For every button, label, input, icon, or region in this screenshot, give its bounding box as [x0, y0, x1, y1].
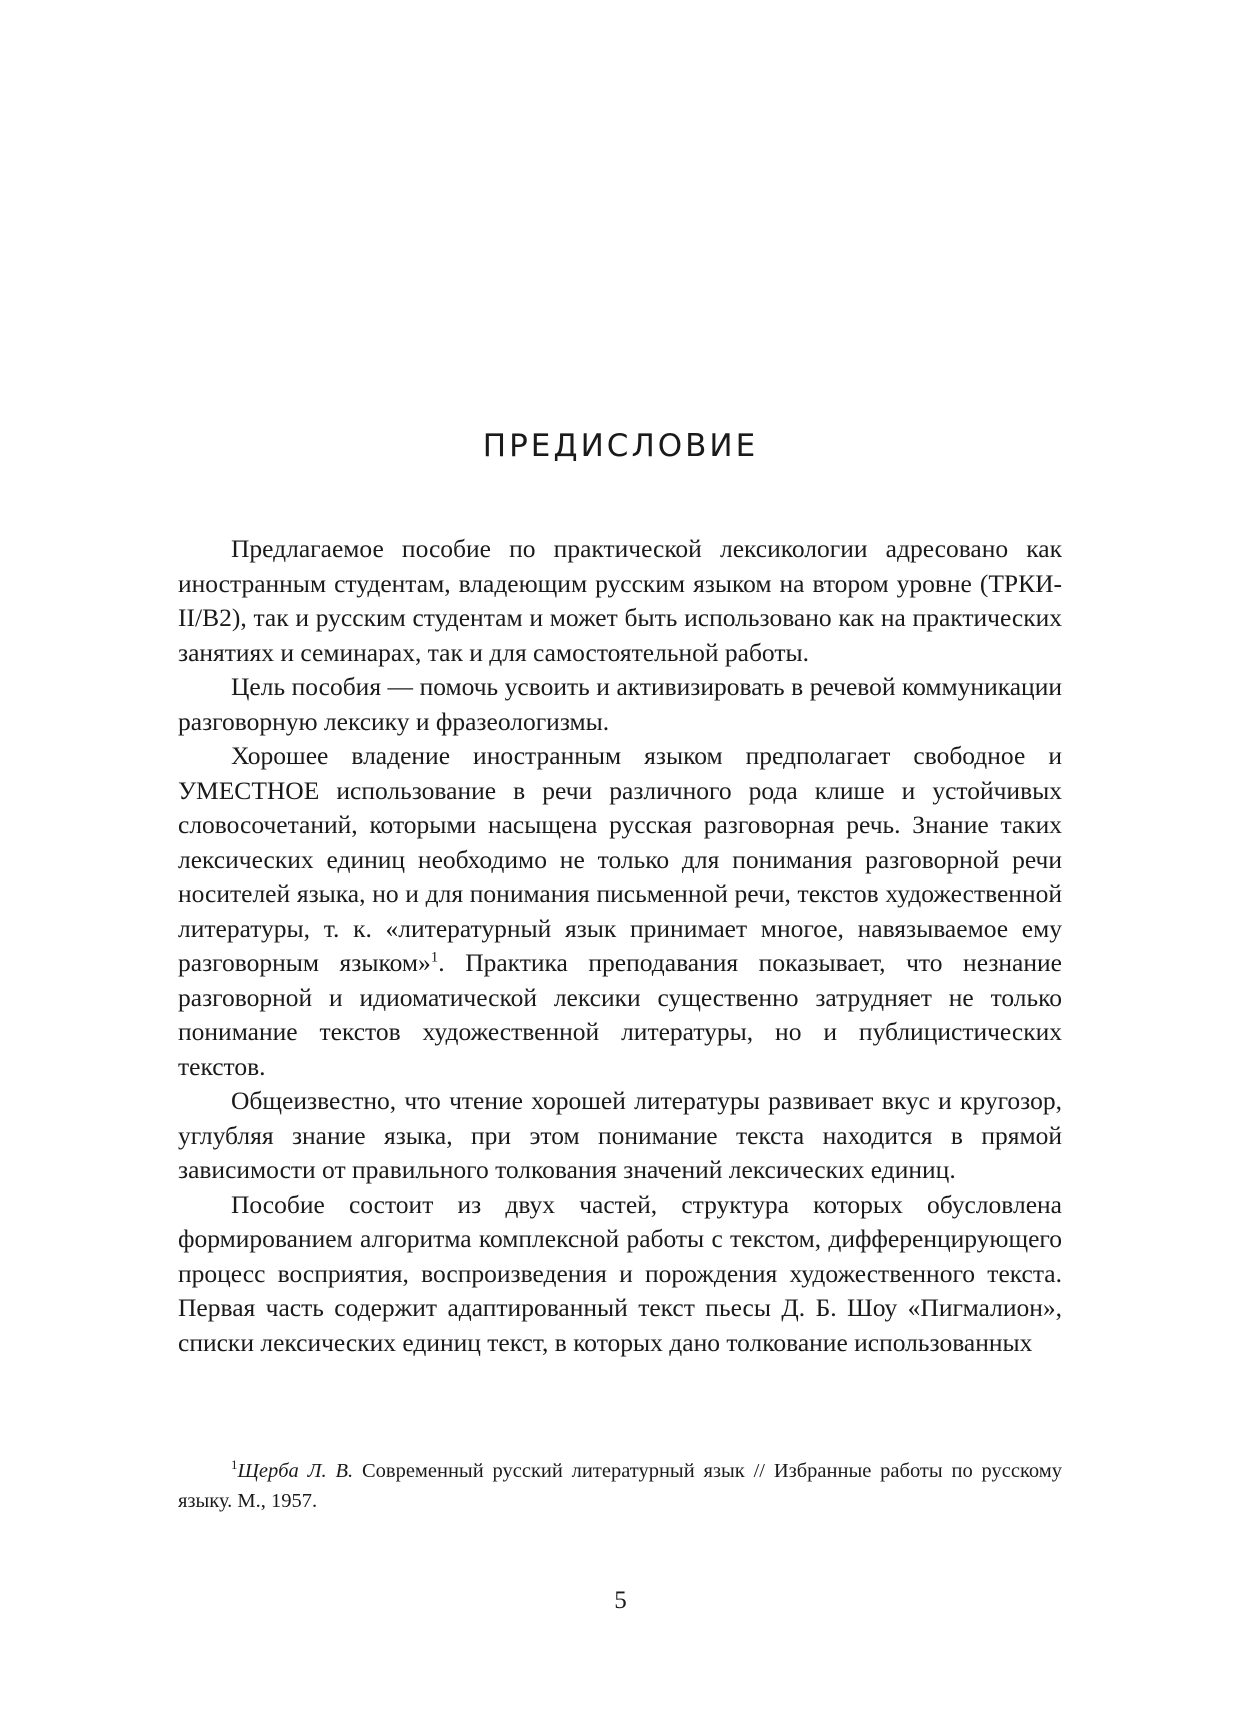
footnote-text — [178, 1456, 1062, 1516]
footnote-reference[interactable]: 1 — [430, 949, 439, 966]
paragraph: Общеизвестно, что чтение хорошей литературы развивает вкус и кругозор, углубляя знание языка, при этом понимание текста находится в прямой зависимости от правильного толкования значений лексических единиц. — [178, 1086, 1062, 1184]
footnote — [178, 1456, 1062, 1516]
paragraph — [178, 739, 1062, 1084]
footnote-author: Щерба Л. В. — [237, 1460, 354, 1482]
footnote-body: Современный русский литературный язык // Избранные работы по русскому языку. М., 1957. — [178, 1460, 1062, 1512]
page-number: 5 — [614, 1587, 627, 1614]
paragraph-text: . Практика преподавания показывает, что незнание разговорной и идиоматической лексики существенно затрудняет не только понимание текстов художественной литературы, но и публицистических текстов. — [178, 948, 1062, 1081]
paragraph: Пособие состоит из двух частей, структура которых обусловлена формированием алгоритма комплексной работы с текстом, дифференцирующего процесс восприятия, воспроизведения и порождения художественного текста. Первая часть содержит адаптированный текст пьесы Д. Б. Шоу «Пигмалион», списки лексических единиц текст, в которых дано толкование использованных — [178, 1189, 1062, 1357]
page-title: ПРЕДИСЛОВИЕ — [482, 428, 759, 464]
paragraph: Предлагаемое пособие по практической лексикологии адресовано как иностранным студентам, владеющим русским языком на втором уровне (ТРКИ-II/B2), так и русским студентам и может быть использовано как на практических занятиях и семинарах, так и для самостоятельной работы. — [178, 534, 1062, 667]
body-text — [178, 532, 1062, 1360]
footnote-number: 1 — [231, 1457, 238, 1473]
paragraph-text: Хорошее владение иностранным языком предполагает свободное и УМЕСТНОЕ использование в речи различного рода клише и устойчивых словосочетаний, которыми насыщена русская разговорная речь. Знание таких лексических единиц необходимо не только для понимания разговорной речи носителей языка, но и для понимания письменной речи, текстов художественной литературы, т. к. «литературный язык принимает многое, навязываемое ему разговорным языком» — [178, 741, 1062, 977]
paragraph: Цель пособия — помочь усвоить и активизировать в речевой коммуникации разговорную лексику и фразеологизмы. — [178, 672, 1062, 736]
